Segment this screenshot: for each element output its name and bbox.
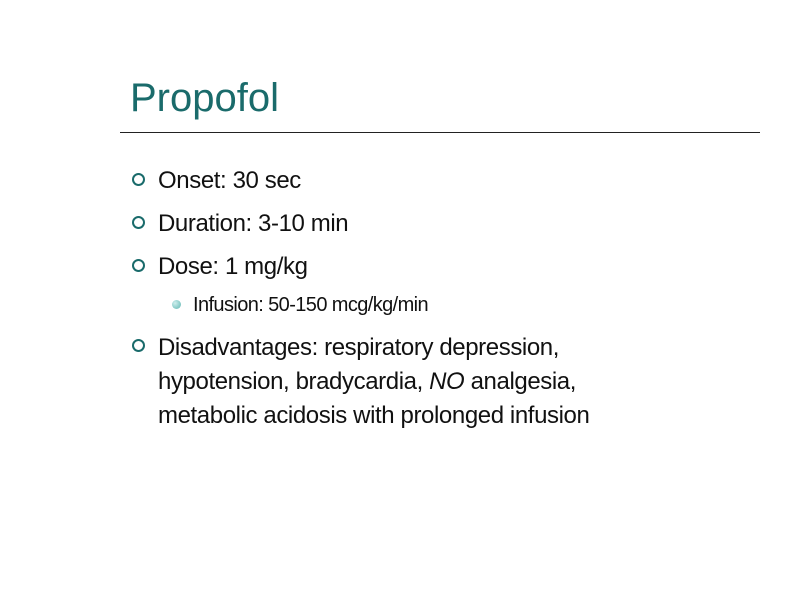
disadvantages-text: [158, 331, 718, 433]
hollow-circle-icon: [132, 339, 145, 352]
disadvantages-line-1: Disadvantages: respiratory depression,: [158, 334, 560, 361]
bullet-text: Duration: 3-10 min: [158, 210, 349, 237]
bullet-text: Onset: 30 sec: [158, 167, 301, 194]
disadvantages-line-2-end: analgesia,: [470, 368, 577, 395]
disadvantages-line-2: [158, 368, 576, 395]
filled-dot-icon: [172, 300, 181, 309]
emphasis-no: NO: [429, 368, 465, 395]
disadvantages-line-3: metabolic acidosis with prolonged infusion: [158, 402, 590, 429]
title-divider: [120, 132, 760, 133]
disadvantages-line-2-start: hypotension, bradycardia,: [158, 368, 423, 395]
hollow-circle-icon: [132, 259, 145, 272]
sub-bullet-text: Infusion: 50-150 mcg/kg/min: [193, 294, 429, 316]
bullet-text: Dose: 1 mg/kg: [158, 253, 308, 280]
hollow-circle-icon: [132, 216, 145, 229]
hollow-circle-icon: [132, 173, 145, 186]
slide-title: Propofol: [130, 76, 279, 120]
